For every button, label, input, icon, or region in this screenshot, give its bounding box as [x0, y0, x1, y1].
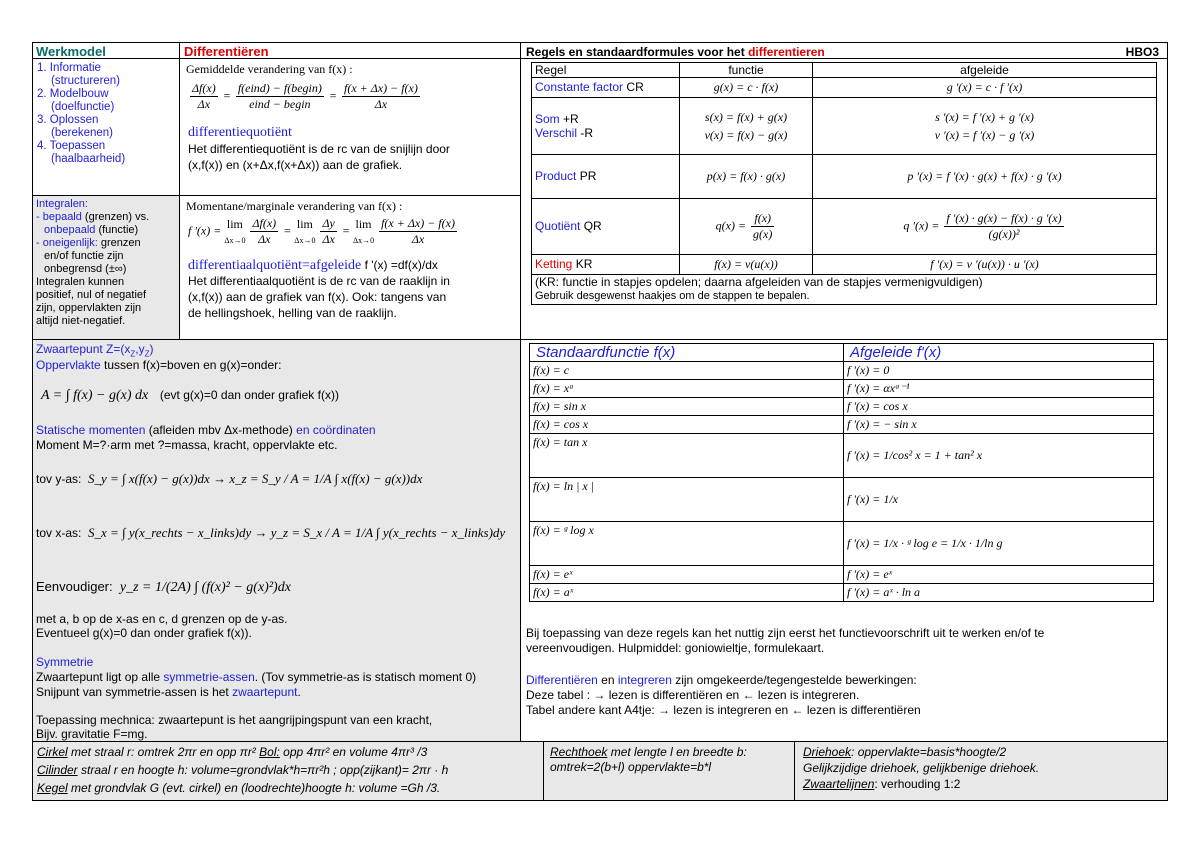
standaard-derivative: f '(x) = 1/x · ᵍ log e = 1/x · 1/ln g — [844, 522, 1154, 566]
regels-table — [531, 62, 1157, 305]
symmetrie-title: Symmetrie — [36, 655, 94, 669]
werkmodel-step-2-sub: (doelfunctie) — [51, 101, 115, 113]
header-regels-cell — [520, 42, 1168, 59]
standaard-row — [530, 584, 1154, 602]
footer-rechthoek-box — [543, 741, 795, 801]
zwaartepunt-title: Zwaartepunt $Z=(x_Z,y_Z)$ — [36, 342, 154, 359]
footer-driehoek-box — [794, 741, 1168, 801]
header-werkmodel-cell — [32, 42, 180, 59]
werkmodel-title: Werkmodel — [36, 44, 106, 59]
regels-note-1: (KR: functie in stapjes opdelen; daarna afgeleiden van de stapjes vermenigvuldigen) — [535, 275, 983, 289]
integralen-line-8: zijn, oppervlakten zijn — [36, 302, 142, 314]
werkmodel-step-1: 1. Informatie — [37, 62, 101, 74]
zwaartepunt-note-1: met a, b op de x-as en c, d grenzen op de y-as. — [36, 612, 288, 626]
integralen-line-4: en/of functie zijn — [44, 250, 124, 262]
standaard-function: f(x) = sin x — [530, 398, 844, 416]
momentaan-formula: f '(x) = lim Δx→0 $\frac{\Delta f(x)}{\Delta x}$ = lim Δx→0 $\frac{\Delta y}{\Delta x}$ = lim Δx→0 $\frac{f(x + \Delta x) - f(x)}{\Delta x}$ — [188, 216, 455, 246]
momentaan-text-2: (x,f(x)) aan de grafiek van f(x). Ook: tangens van — [188, 290, 447, 304]
standaard-box — [520, 339, 1168, 742]
standaard-function: f(x) = xᵃ — [530, 380, 844, 398]
footer-line-rechthoek: Rechthoek met lengte l en breedte b: — [550, 745, 747, 759]
standaard-function: f(x) = tan x — [530, 434, 844, 478]
eenvoudiger-line: Eenvoudiger: y_z = 1/(2A) ∫ (f(x)² − g(x)²)dx — [36, 579, 291, 595]
werkmodel-step-3-sub: (berekenen) — [51, 127, 114, 139]
standaard-derivative: f '(x) = αxᵃ⁻¹ — [844, 380, 1154, 398]
standaard-para-3: Differentiëren en integreren zijn omgekeerde/tegengestelde bewerkingen: — [526, 673, 917, 687]
gemiddeld-text-1: Het differentiequotiënt is de rc van de snijlijn door — [188, 142, 450, 156]
gemiddeld-box — [179, 58, 521, 196]
werkmodel-step-4: 4. Toepassen — [37, 140, 106, 152]
integralen-line-7: positief, nul of negatief — [36, 289, 147, 301]
regels-header-afgeleide: afgeleide — [813, 63, 1157, 78]
standaard-function: f(x) = eˣ — [530, 566, 844, 584]
symmetrie-line-1: Zwaartepunt ligt op alle symmetrie-assen. (Tov symmetrie-as is statisch moment 0) — [36, 670, 477, 684]
integralen-line-5: onbegrensd (±∞) — [44, 263, 127, 275]
standaard-row — [530, 522, 1154, 566]
standaard-row — [530, 416, 1154, 434]
standaard-derivative: f '(x) = cos x — [844, 398, 1154, 416]
momentaan-box — [179, 195, 521, 340]
standaard-row — [530, 398, 1154, 416]
level-label: HBO3 — [1125, 45, 1159, 59]
standaard-function: f(x) = ᵍ log x — [530, 522, 844, 566]
standaard-derivative: f '(x) = 0 — [844, 362, 1154, 380]
regel-row-qr: Quotiënt QR q(x) = $\frac{f(x)}{g(x)}$ q '(x) = $\frac{f '(x) \cdot g(x) - f(x) \cdot g '(x)}{\text{(g(x))²}}$ — [532, 199, 1157, 255]
momentaan-text-1: Het differentiaalquotiënt is de rc van de raaklijn in — [188, 274, 450, 288]
regels-note-row — [532, 275, 1157, 305]
standaard-derivative: f '(x) = 1/x — [844, 478, 1154, 522]
werkmodel-step-2: 2. Modelbouw — [37, 88, 109, 100]
footer-line-kegel: Kegel met grondvlak G (evt. cirkel) en (loodrechte)hoogte h: volume =Gh /3. — [37, 781, 441, 795]
zwaartepunt-note-2: Eventueel g(x)=0 dan onder grafiek f(x)). — [36, 626, 252, 640]
oppervlakte-line: Oppervlakte tussen f(x)=boven en g(x)=onder: — [36, 358, 282, 372]
regels-title: Regels en standaardformules voor het differentieren — [526, 45, 825, 59]
area-formula-line: A = ∫ f(x) − g(x) dx (evt g(x)=0 dan onder grafiek f(x)) — [41, 388, 339, 403]
integralen-line-6: Integralen kunnen — [36, 276, 125, 288]
standaard-para-5: Tabel andere kant A4tje: → lezen is integreren en ← lezen is differentiëren — [526, 703, 921, 717]
standaard-derivative: f '(x) = − sin x — [844, 416, 1154, 434]
footer-line-driehoek-2: Gelijkzijdige driehoek, gelijkbenige driehoek. — [803, 761, 1040, 775]
standaard-function: f(x) = ln | x | — [530, 478, 844, 522]
differentieren-title: Differentiëren — [184, 44, 269, 59]
werkmodel-step-1-sub: (structureren) — [51, 75, 121, 87]
footer-line-rechthoek-2: omtrek=2(b+l) oppervlakte=b*l — [550, 760, 712, 774]
integralen-line-3: - oneigenlijk: grenzen — [36, 237, 141, 249]
integralen-line-9: altijd niet-negatief. — [36, 315, 126, 327]
standaard-derivative: f '(x) = 1/cos² x = 1 + tan² x — [844, 434, 1154, 478]
regels-header-regel: Regel — [532, 63, 680, 78]
gemiddeld-text-2: (x,f(x)) en (x+Δx,f(x+Δx)) aan de grafiek. — [188, 158, 403, 172]
standaard-para-1: Bij toepassing van deze regels kan het nuttig zijn eerst het functievoorschrift uit te werken en/of te — [526, 626, 1045, 640]
standaard-row — [530, 478, 1154, 522]
regel-row-pr: Product PR p(x) = f(x) · g(x) p '(x) = f '(x) · g(x) + f(x) · g '(x) — [532, 155, 1157, 199]
gemiddeld-formula: $\frac{\Delta f(x)}{\Delta x}$ = $\frac{\text{f(eind) − f(begin)}}{\text{eind − begin}}$ = $\frac{f(x + \Delta x) - f(x)}{\Delta x}$ — [192, 81, 418, 111]
zwaartepunt-box — [32, 339, 521, 742]
werkmodel-step-3: 3. Oplossen — [37, 114, 99, 126]
header-differentieren-cell — [179, 42, 521, 59]
gemiddeld-title: Gemiddelde verandering van f(x) : — [186, 62, 353, 76]
footer-line-cilinder: Cilinder straal r en hoogte h: volume=grondvlak*h=πr²h ; opp(zijkant)= 2πr · h — [37, 763, 449, 777]
toepassing-line-2: Bijv. gravitatie F=mg. — [36, 727, 148, 741]
standaard-function: f(x) = aˣ — [530, 584, 844, 602]
regels-header-functie: functie — [680, 63, 813, 78]
moment-line: Moment M=?·arm met ?=massa, kracht, oppervlakte etc. — [36, 438, 338, 452]
toepassing-line-1: Toepassing mechnica: zwaartepunt is het aangrijpingspunt van een kracht, — [36, 713, 433, 727]
footer-line-zwaartelijnen: Zwaartelijnen: verhouding 1:2 — [803, 777, 961, 791]
differentiaalquotient-line: differentiaalquotiënt=afgeleide f '(x) =df(x)/dx — [188, 258, 438, 273]
standaard-derivative: f '(x) = eˣ — [844, 566, 1154, 584]
standaard-para-2: vereenvoudigen. Hulpmiddel: goniowieltje, formulekaart. — [526, 641, 825, 655]
integralen-box — [32, 195, 180, 340]
regel-row-som-verschil: Som +R Verschil -R s(x) = f(x) + g(x) v(x) = f(x) − g(x) s '(x) = f '(x) + g '(x) v '(x) = f '(x) − g '(x) — [532, 98, 1157, 155]
werkmodel-steps-box — [32, 58, 180, 196]
differentiequotient-label: differentiequotiënt — [188, 125, 292, 140]
statische-momenten-line: Statische momenten (afleiden mbv Δx-methode) en coördinaten — [36, 423, 376, 437]
standaard-header-d: Afgeleide f'(x) — [844, 344, 1154, 362]
tov-x-line: tov x-as: S_x = ∫ y(x_rechts − x_links)dy → y_z = S_x / A = 1/A ∫ y(x_rechts − x_links)dy — [36, 525, 506, 540]
momentaan-text-3: de hellingshoek, helling van de raaklijn. — [188, 306, 397, 320]
standaard-row — [530, 380, 1154, 398]
footer-circle-box — [32, 741, 544, 801]
footer-line-driehoek: Driehoek: oppervlakte=basis*hoogte/2 — [803, 745, 1007, 759]
standaard-function: f(x) = cos x — [530, 416, 844, 434]
regel-row-cr: Constante factor CR g(x) = c · f(x) g '(x) = c · f '(x) — [532, 78, 1157, 98]
standaard-derivative: f '(x) = aˣ · ln a — [844, 584, 1154, 602]
footer-line-cirkel: Cirkel met straal r: omtrek 2πr en opp πr² Bol: opp 4πr² en volume 4πr³ /3 — [37, 745, 428, 759]
momentaan-title: Momentane/marginale verandering van f(x) : — [186, 199, 403, 213]
standaard-row — [530, 362, 1154, 380]
standaard-table — [529, 343, 1154, 602]
integralen-line-1: - bepaald (grenzen) vs. — [36, 211, 150, 223]
tov-y-line: tov y-as: S_y = ∫ x(f(x) − g(x))dx → x_z = S_y / A = 1/A ∫ x(f(x) − g(x))dx — [36, 471, 423, 486]
integralen-title: Integralen: — [36, 198, 88, 210]
standaard-function: f(x) = c — [530, 362, 844, 380]
werkmodel-step-4-sub: (haalbaarheid) — [51, 153, 126, 165]
standaard-row — [530, 566, 1154, 584]
integralen-line-2: onbepaald (functie) — [44, 224, 139, 236]
standaard-header-f: Standaardfunctie f(x) — [530, 344, 844, 362]
standaard-para-4: Deze tabel : → lezen is differentiëren en ← lezen is integreren. — [526, 688, 860, 702]
symmetrie-line-2: Snijpunt van symmetrie-assen is het zwaartepunt. — [36, 685, 301, 699]
standaard-row — [530, 434, 1154, 478]
regels-note-2: Gebruik desgewenst haakjes om de stappen te bepalen. — [535, 290, 810, 302]
regel-row-kr: Ketting KR f(x) = v(u(x)) f '(x) = v '(u(x)) · u '(x) — [532, 255, 1157, 275]
regels-box — [520, 58, 1168, 340]
